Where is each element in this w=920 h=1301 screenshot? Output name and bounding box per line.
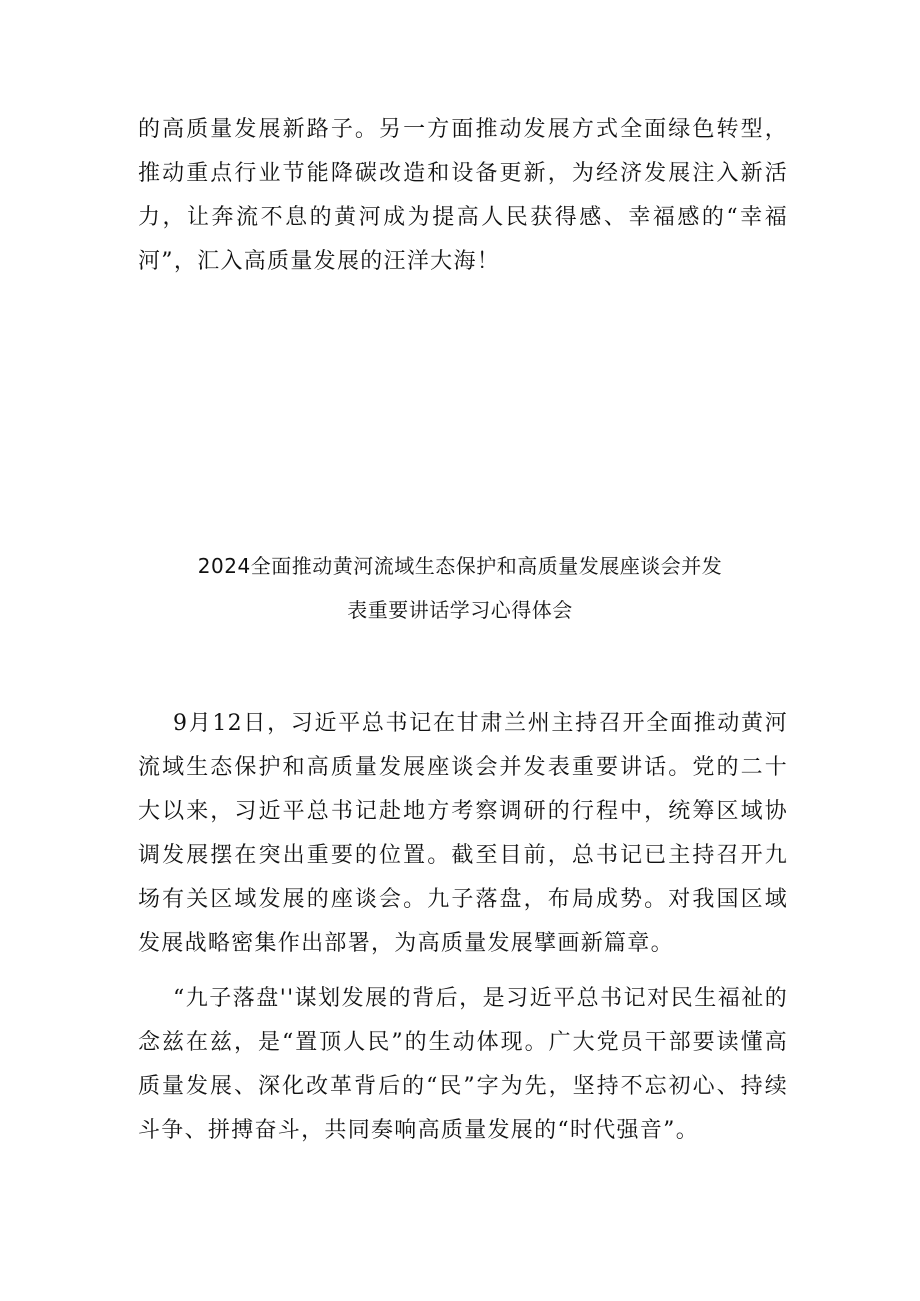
article-body (138, 702, 788, 1153)
article-title-line-1: 2024全面推动黄河流域生态保护和高质量发展座谈会并发 (197, 554, 723, 578)
body-paragraph-1: 9月12日，习近平总书记在甘肃兰州主持召开全面推动黄河流域生态保护和高质量发展座谈会并发表重要讲话。党的二十大以来，习近平总书记赴地方考察调研的行程中，统筹区域协调发展摆在突出重要的位置。截至目前，总书记已主持召开九场有关区域发展的座谈会。九子落盘，布局成势。对我国区域发展战略密集作出部署，为高质量发展擘画新篇章。 (138, 711, 788, 956)
article-title (120, 544, 800, 632)
continued-paragraph: 的高质量发展新路子。另一方面推动发展方式全面绿色转型，推动重点行业节能降碳改造和设备更新，为经济发展注入新活力，让奔流不息的黄河成为提高人民获得感、幸福感的“幸福河”，汇入高质量发展的汪洋大海！ (138, 117, 788, 274)
body-paragraph-2: “九子落盘''谋划发展的背后，是习近平总书记对民生福祉的念兹在兹，是“置顶人民”的生动体现。广大党员干部要读懂高质量发展、深化改革背后的“民”字为先，坚持不忘初心、持续斗争、拼搏奋斗，共同奏响高质量发展的“时代强音”。 (138, 986, 788, 1143)
article-title-line-2: 表重要讲话学习心得体会 (347, 598, 573, 622)
